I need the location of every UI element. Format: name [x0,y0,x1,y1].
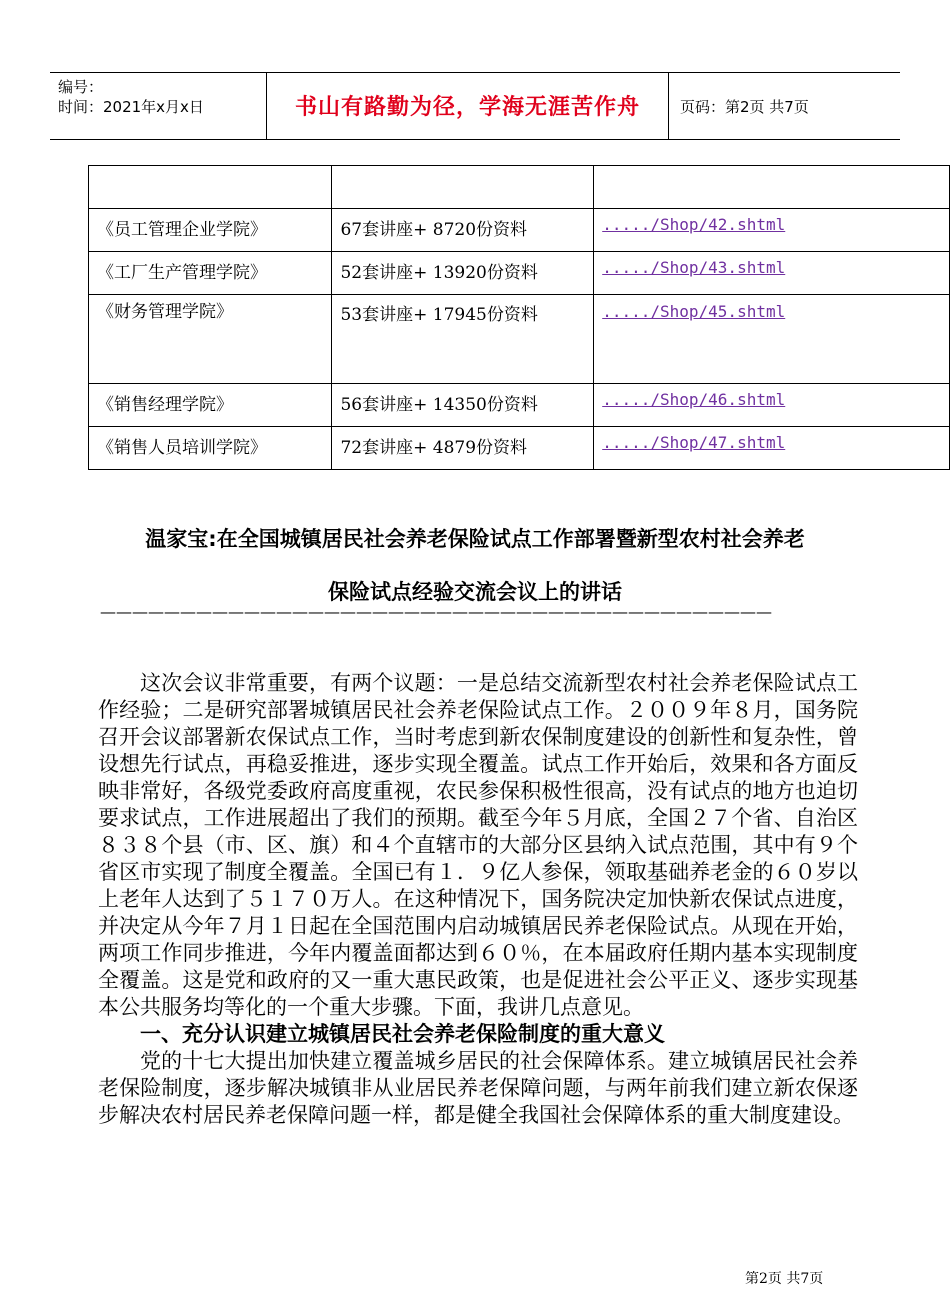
header-motto: 书山有路勤为径，学海无涯苦作舟 [294,95,640,120]
table-cell-content: 52套讲座+ 13920份资料 [332,252,594,295]
document-time-label: 时间：2021年x月x日 [58,98,204,116]
footer-page-info: 第2页 共7页 [745,1271,824,1287]
section-heading: 一、充分认识建立城镇居民社会养老保险制度的重大意义 [140,1022,665,1046]
table-cell-name: 《财务管理学院》 [89,295,332,384]
shop-link[interactable]: ...../Shop/46.shtml [602,390,786,409]
header-divider [668,73,669,139]
table-cell-content [332,295,594,384]
table-row [89,166,950,209]
table-cell-content: 72套讲座+ 4879份资料 [332,427,594,470]
article-body [98,670,858,1129]
table-cell-name: 《工厂生产管理学院》 [89,252,332,295]
paragraph: 党的十七大提出加快建立覆盖城乡居民的社会保障体系。建立城镇居民社会养老保险制度，逐步解决城镇非从业居民养老保障问题，与两年前我们建立新农保逐步解决农村居民养老保障问题一样，都是健全我国社会保障体系的重大制度建设。 [98,1049,858,1127]
article-title-line1: 温家宝:在全国城镇居民社会养老保险试点工作部署暨新型农村社会养老 [145,527,805,551]
table-cell-content: 67套讲座+ 8720份资料 [332,209,594,252]
table-cell-content-text: 53套讲座+ 17945份资料 [340,305,538,325]
course-table [88,165,950,470]
page-header [50,72,900,140]
table-cell-link [594,252,950,295]
table-cell-link [594,384,950,427]
table-cell-link [594,166,950,209]
header-page-info: 页码：第2页 共7页 [680,98,809,116]
table-cell-name: 《销售人员培训学院》 [89,427,332,470]
shop-link[interactable]: ...../Shop/42.shtml [602,215,786,234]
table-cell-name [89,166,332,209]
document-number-label: 编号： [58,78,104,96]
table-cell-link [594,209,950,252]
table-row [89,295,950,384]
title-separator: —————————————————————————————————————————— [100,602,772,621]
table-row [89,252,950,295]
table-cell-content: 56套讲座+ 14350份资料 [332,384,594,427]
table-row [89,384,950,427]
table-row [89,427,950,470]
table-cell-link [594,427,950,470]
table-cell-content [332,166,594,209]
article-title-line2: 保险试点经验交流会议上的讲话 [328,580,622,604]
shop-link[interactable]: ...../Shop/45.shtml [602,302,786,321]
header-meta [58,77,204,117]
shop-link[interactable]: ...../Shop/43.shtml [602,258,786,277]
paragraph: 这次会议非常重要，有两个议题：一是总结交流新型农村社会养老保险试点工作经验；二是研究部署城镇居民社会养老保险试点工作。２００９年８月，国务院召开会议部署新农保试点工作，当时考虑到新农保制度建设的创新性和复杂性，曾设想先行试点，再稳妥推进，逐步实现全覆盖。试点工作开始后，效果和各方面反映非常好，各级党委政府高度重视，农民参保积极性很高，没有试点的地方也迫切要求试点，工作进展超出了我们的预期。截至今年５月底，全国２７个省、自治区８３８个县（市、区、旗）和４个直辖市的大部分区县纳入试点范围，其中有９个省区市实现了制度全覆盖。全国已有１．９亿人参保，领取基础养老金的６０岁以上老年人达到了５１７０万人。在这种情况下，国务院决定加快新农保试点进度，并决定从今年７月１日起在全国范围内启动城镇居民养老保险试点。从现在开始，两项工作同步推进，今年内覆盖面都达到６０％，在本届政府任期内基本实现制度全覆盖。这是党和政府的又一重大惠民政策，也是促进社会公平正义、逐步实现基本公共服务均等化的一个重大步骤。下面，我讲几点意见。 [98,671,858,1019]
table-row [89,209,950,252]
table-cell-name: 《员工管理企业学院》 [89,209,332,252]
shop-link[interactable]: ...../Shop/47.shtml [602,433,786,452]
table-cell-link [594,295,950,384]
table-cell-name: 《销售经理学院》 [89,384,332,427]
